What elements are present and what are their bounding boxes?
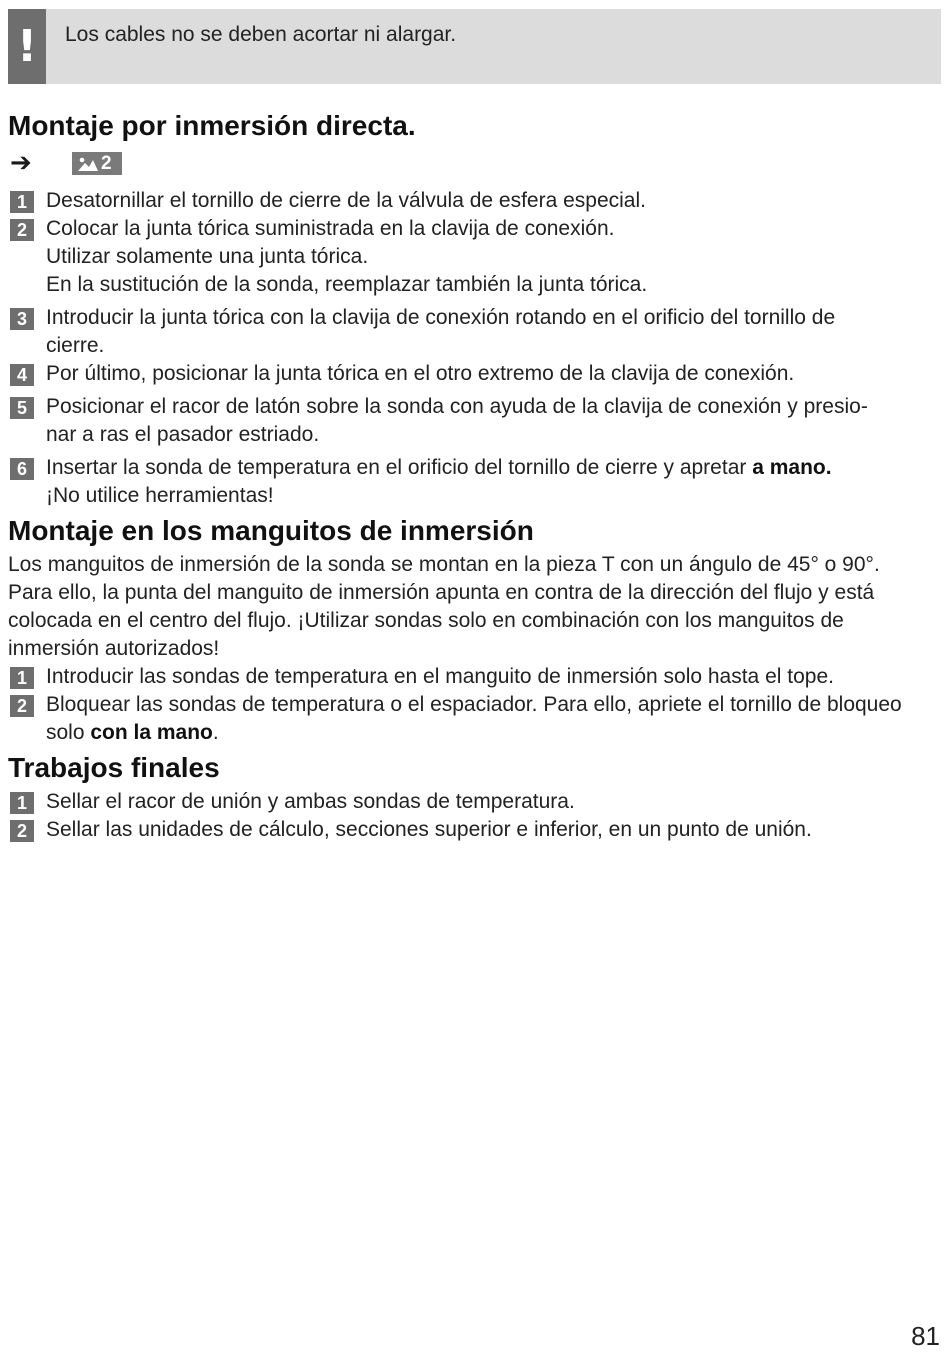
step-number-badge: 5 [10,397,34,419]
step-line: Utilizar solamente una junta tórica. [46,245,369,268]
figure-number: 2 [101,153,112,174]
image-icon [78,156,98,171]
figure-badge [72,152,122,175]
emphasis-text: con la mano [90,721,213,744]
emphasis-text: a mano. [752,456,832,479]
step-text [46,304,936,360]
step-line: Por último, posicionar la junta tórica en el otro extremo de la clavija de conexión. [46,362,795,385]
step-line-text: . [212,721,219,744]
step-text [46,454,936,510]
section-title-immersion-sleeves: Montaje en los manguitos de inmersión [8,515,534,546]
step-line: Sellar el racor de unión y ambas sondas de temperatura. [46,790,575,813]
step-line: ¡No utilice herramientas! [46,484,274,507]
step-line: nar a ras el pasador estriado. [46,423,320,446]
step-text [46,663,936,691]
step-line-text: Bloquear las sondas de temperatura o el espaciador. Para ello, apriete el tornillo de bloqueo solo [46,693,902,744]
step-line: cierre. [46,334,105,357]
step-text [46,788,936,816]
warning-icon: ! [8,9,46,84]
step-line: Introducir la junta tórica con la clavija de conexión rotando en el orificio del tornillo de [46,306,836,329]
step-text [46,393,936,449]
warning-box [8,9,941,84]
step-line [46,691,906,747]
section-title-direct-immersion: Montaje por inmersión directa. [8,110,416,141]
step-number-badge: 4 [10,364,34,386]
step-number-badge: 1 [10,792,34,814]
step-text [46,816,936,844]
step-line: En la sustitución de la sonda, reemplazar también la junta tórica. [46,273,648,296]
step-line: Colocar la junta tórica suministrada en la clavija de conexión. [46,217,615,240]
step-line-text: Insertar la sonda de temperatura en el orificio del tornillo de cierre y apretar [46,456,753,479]
step-line: Introducir las sondas de temperatura en el manguito de inmersión solo hasta el tope. [46,665,834,688]
step-number-badge: 1 [10,191,34,213]
section-paragraph: Los manguitos de inmersión de la sonda se montan en la pieza T con un ángulo de 45° o 90°. Para ello, la punta del manguito de inmersión apunta en contra de la dirección del flujo y está colocada en el centro del flujo. ¡Utilizar sondas solo en combinación con los manguitos de inmersión autorizados! [8,553,880,660]
step-line [46,454,936,482]
arrow-right-icon: ➔ [10,148,32,178]
step-line: Desatornillar el tornillo de cierre de la válvula de esfera especial. [46,189,646,212]
section-title-final-work: Trabajos finales [8,752,220,783]
step-line: Posicionar el racor de latón sobre la sonda con ayuda de la clavija de conexión y presio- [46,395,868,418]
step-text [46,360,936,388]
step-number-badge: 6 [10,458,34,480]
step-text [46,215,936,299]
page-number: 81 [911,1321,940,1351]
step-number-badge: 3 [10,308,34,330]
warning-text: Los cables no se deben acortar ni alargar. [65,23,457,46]
step-number-badge: 2 [10,820,34,842]
step-number-badge: 2 [10,219,34,241]
step-text [46,187,936,215]
step-line: Sellar las unidades de cálculo, secciones superior e inferior, en un punto de unión. [46,818,812,841]
step-number-badge: 2 [10,695,34,717]
step-number-badge: 1 [10,667,34,689]
step-text [46,691,906,747]
